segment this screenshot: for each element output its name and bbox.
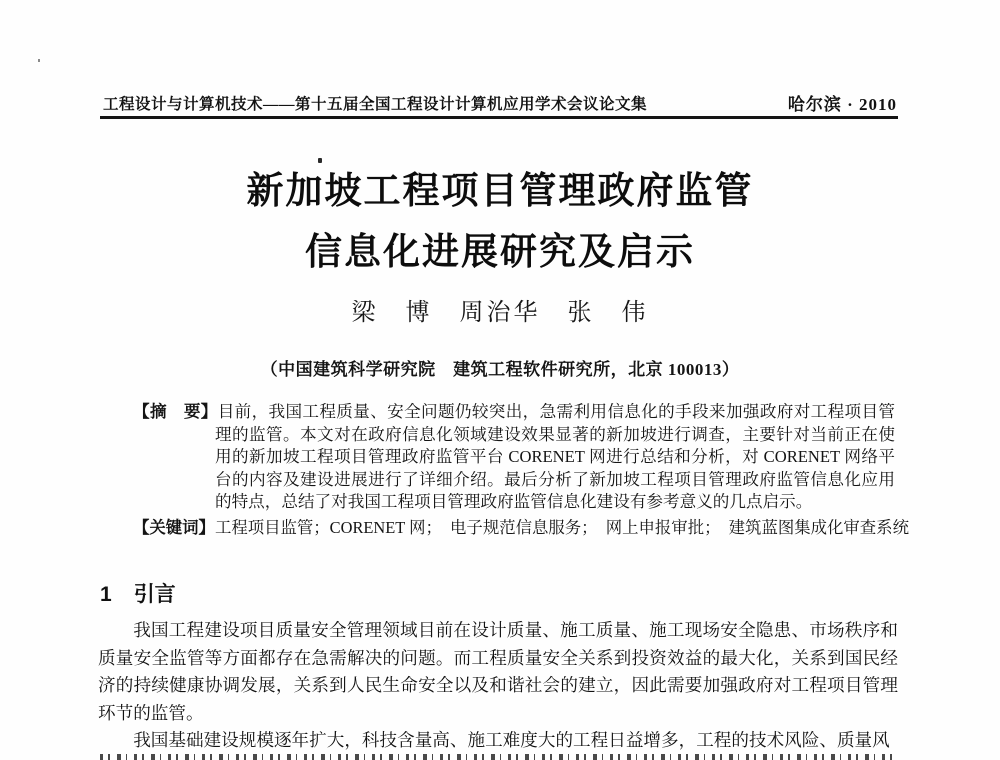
keywords-block — [133, 517, 923, 540]
scan-speck — [318, 158, 322, 163]
proceedings-header-title: 工程设计与计算机技术——第十五届全国工程设计计算机应用学术会议论文集 — [103, 96, 648, 113]
paper-title-line1: 新加坡工程项目管理政府监管 — [246, 170, 754, 211]
abstract-label: 【摘 要】 — [133, 402, 218, 421]
clipped-text-line — [100, 754, 896, 760]
body-text — [98, 617, 898, 755]
keywords-text: 工程项目监管；CORENET 网； 电子规范信息服务； 网上申报审批； 建筑蓝图集成化审查系统 — [214, 518, 909, 537]
affiliation-line: （中国建筑科学研究院 建筑工程软件研究所，北京 100013） — [260, 360, 740, 379]
paper-title-line2: 信息化进展研究及启示 — [305, 231, 695, 272]
section-heading-1 — [100, 578, 176, 608]
abstract-block — [133, 401, 895, 514]
scan-speck — [38, 59, 40, 62]
paragraph-2: 我国基础建设规模逐年扩大，科技含量高、施工难度大的工程日益增多，工程的技术风险、质量风 — [133, 730, 890, 751]
section-number: 1 — [100, 583, 112, 606]
section-title: 引言 — [133, 583, 176, 606]
paragraph-1: 我国工程建设项目质量安全管理领域目前在设计质量、施工质量、施工现场安全隐患、市场秩序和质量安全监管等方面都存在急需解决的问题。而工程质量安全关系到投资效益的最大化，关系到国民经济的持续健康协调发展，关系到人民生命安全以及和谐社会的建立，因此需要加强政府对工程项目管理环节的监管。 — [98, 620, 898, 723]
keywords-label: 【关键词】 — [133, 519, 215, 537]
abstract-text: 目前，我国工程质量、安全问题仍较突出，急需利用信息化的手段来加强政府对工程项目管理的监管。本文对在政府信息化领域建设效果显著的新加坡进行调查，主要针对当前正在使用的新加坡工程项目管理政府监管平台 CORENET 网进行总结和分析，对 CORENET 网络平台的内容及建设进展进行了详细介绍。最后分析了新加坡工程项目管理政府监管信息化应用的特点，总结了对我国工程项目管理政府监管信息化建设有参考意义的几点启示。 — [215, 402, 896, 512]
authors-line: 梁 博 周治华 张 伟 — [351, 300, 649, 326]
paper-title — [0, 160, 1000, 282]
header-rule — [100, 116, 898, 119]
proceedings-header-location-year: 哈尔滨 · 2010 — [787, 95, 897, 114]
